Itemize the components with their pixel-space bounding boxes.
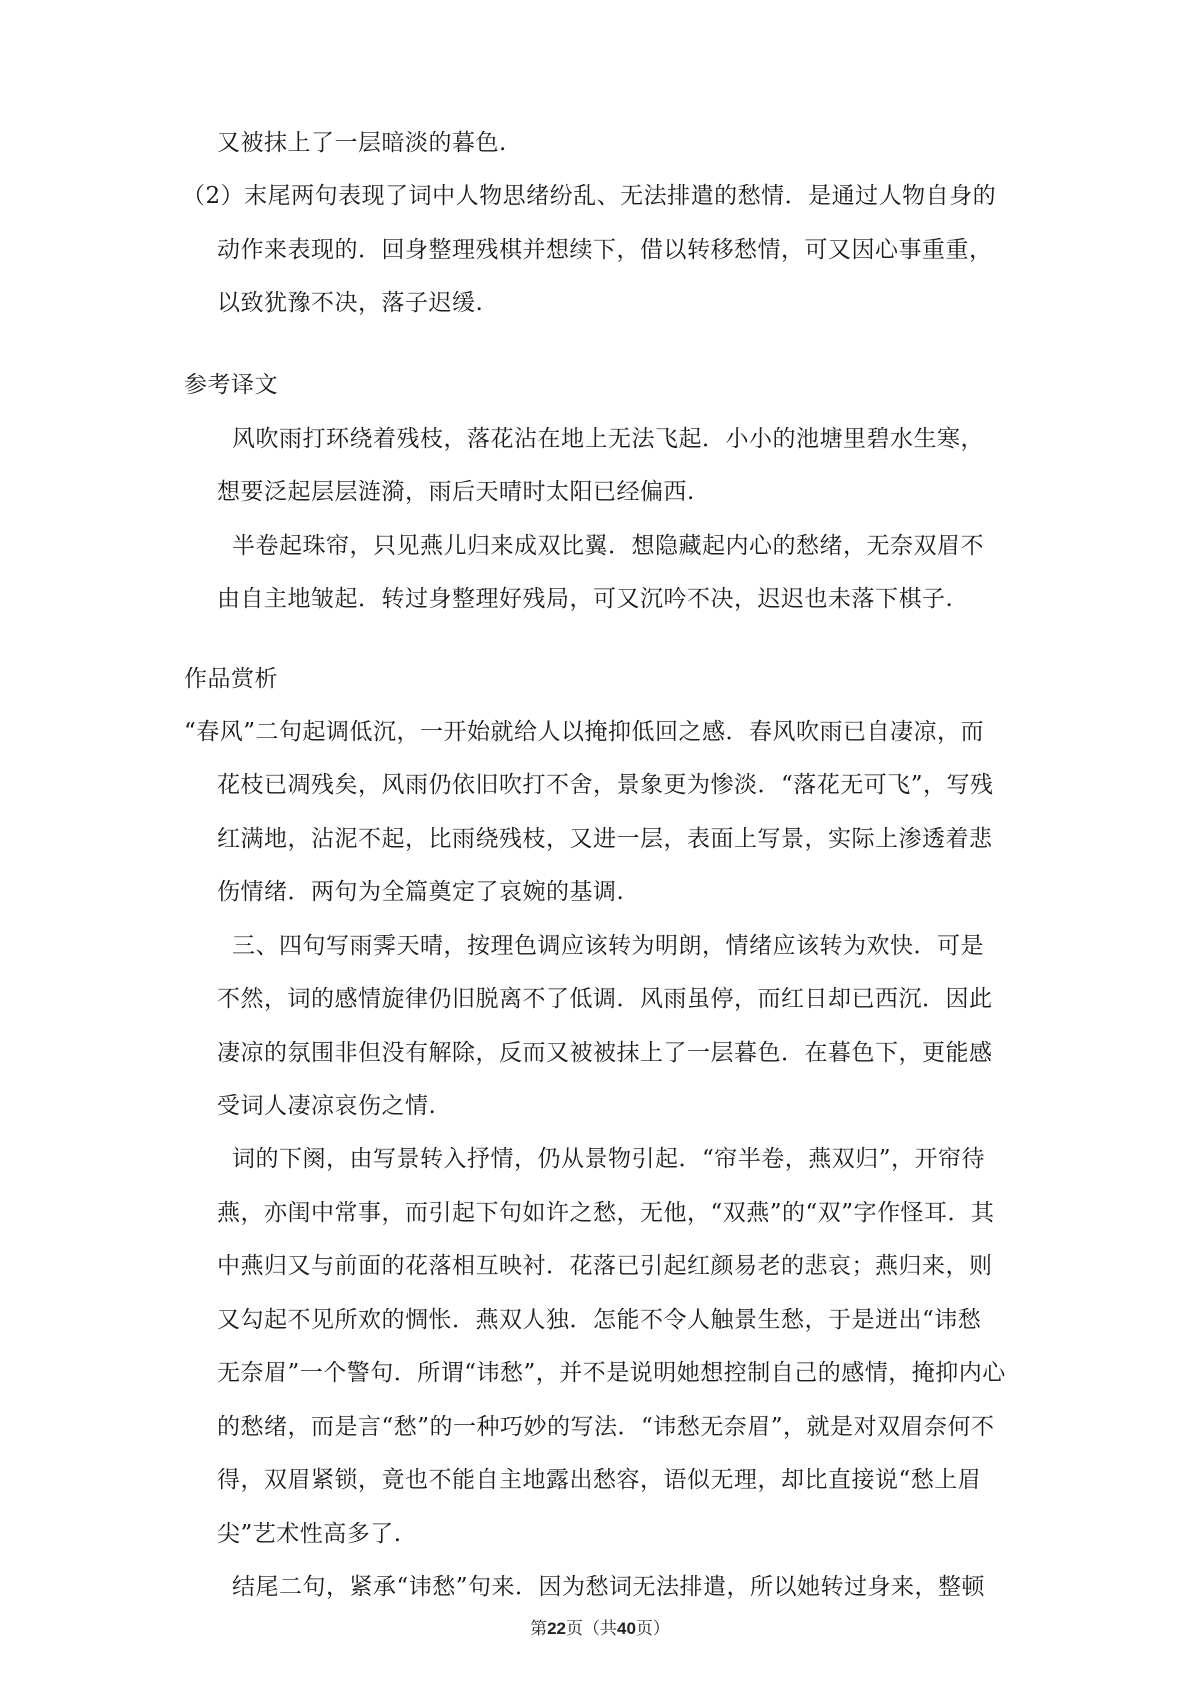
text-line: 凄凉的氛围非但没有解除，反而又被被抹上了一层暮色．在暮色下，更能感 bbox=[217, 1040, 993, 1066]
page-number: 22 bbox=[547, 1619, 566, 1638]
footer-suffix: 页） bbox=[635, 1619, 670, 1639]
text-line: 中燕归又与前面的花落相互映衬．花落已引起红颜易老的悲哀；燕归来，则 bbox=[217, 1253, 993, 1279]
section-heading-appreciation: 作品赏析 bbox=[184, 666, 278, 692]
text-line: 词的下阕，由写景转入抒情，仍从景物引起．“帘半卷，燕双归”，开帘待 bbox=[232, 1146, 986, 1172]
text-line: 燕，亦闺中常事，而引起下句如许之愁，无他，“双燕”的“双”字作怪耳．其 bbox=[217, 1200, 995, 1226]
text-line: “春风”二句起调低沉，一开始就给人以掩抑低回之感．春风吹雨已自凄凉，而 bbox=[184, 719, 985, 745]
text-line: 结尾二句，紧承“讳愁”句来．因为愁词无法排遣，所以她转过身来，整顿 bbox=[232, 1574, 986, 1600]
section-heading-translation: 参考译文 bbox=[184, 372, 278, 398]
text-line: 无奈眉”一个警句．所谓“讳愁”，并不是说明她想控制自己的感情，掩抑内心 bbox=[217, 1360, 1006, 1386]
text-line: 红满地，沾泥不起，比雨绕残枝，又进一层，表面上写景，实际上渗透着悲 bbox=[217, 826, 993, 852]
text-line: 由自主地皱起．转过身整理好残局，可又沉吟不决，迟迟也未落下棋子. bbox=[217, 586, 954, 612]
footer-prefix: 第 bbox=[530, 1619, 548, 1639]
text-line: 想要泛起层层涟漪，雨后天晴时太阳已经偏西. bbox=[217, 479, 695, 505]
text-line: 不然，词的感情旋律仍旧脱离不了低调．风雨虽停，而红日却已西沉．因此 bbox=[217, 986, 993, 1012]
text-line: 得，双眉紧锁，竟也不能自主地露出愁容，语似无理，却比直接说“愁上眉 bbox=[217, 1467, 982, 1493]
text-line: 花枝已凋残矣，风雨仍依旧吹打不舍，景象更为惨淡．“落花无可飞”，写残 bbox=[217, 772, 994, 798]
page-footer bbox=[0, 1618, 1200, 1640]
text-line: 以致犹豫不决，落子迟缓. bbox=[217, 290, 484, 316]
footer-middle: 页（共 bbox=[566, 1619, 617, 1639]
text-line: 受词人凄凉哀伤之情. bbox=[217, 1093, 437, 1119]
text-line: 三、四句写雨霁天晴，按理色调应该转为明朗，情绪应该转为欢快．可是 bbox=[232, 933, 984, 959]
text-line: 动作来表现的．回身整理残棋并想续下，借以转移愁情，可又因心事重重， bbox=[217, 237, 993, 263]
text-line: 伤情绪．两句为全篇奠定了哀婉的基调. bbox=[217, 879, 625, 905]
text-line: 的愁绪，而是言“愁”的一种巧妙的写法．“讳愁无奈眉”，就是对双眉奈何不 bbox=[217, 1414, 995, 1440]
page-total: 40 bbox=[617, 1619, 636, 1638]
text-line: 尖”艺术性高多了. bbox=[217, 1521, 402, 1547]
text-line: 半卷起珠帘，只见燕儿归来成双比翼．想隐藏起内心的愁绪，无奈双眉不 bbox=[232, 533, 984, 559]
text-line: （2）末尾两句表现了词中人物思绪纷乱、无法排遣的愁情．是通过人物自身的 bbox=[182, 183, 997, 209]
text-line: 又被抹上了一层暗淡的暮色. bbox=[217, 130, 507, 156]
text-line: 风吹雨打环绕着残枝，落花沾在地上无法飞起．小小的池塘里碧水生寒， bbox=[232, 426, 984, 452]
text-line: 又勾起不见所欢的惆怅．燕双人独．怎能不令人触景生愁，于是迸出“讳愁 bbox=[217, 1307, 982, 1333]
